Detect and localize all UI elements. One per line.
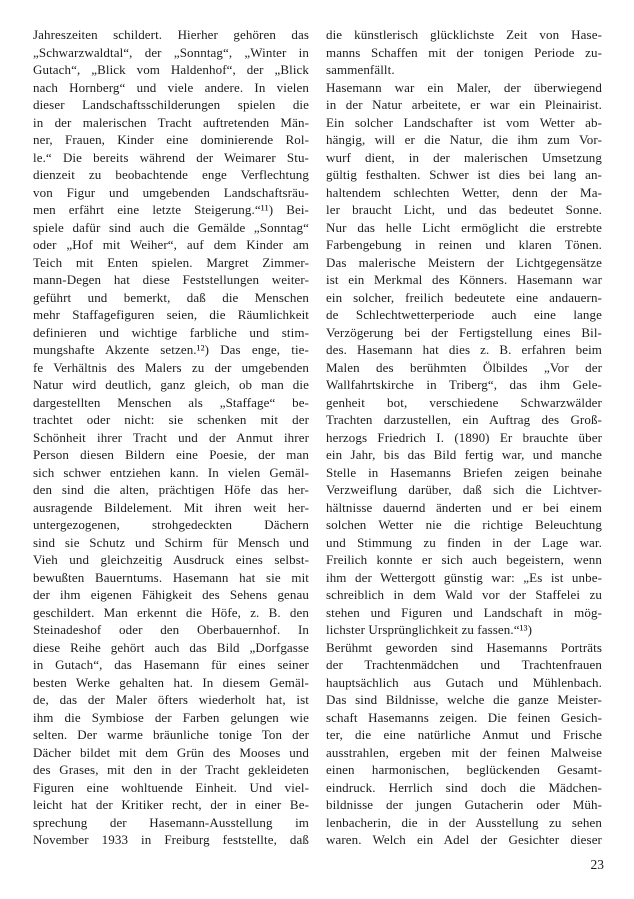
text-line: trachtet oder nicht: sie schenken mit der — [33, 412, 309, 427]
text-line: des. Hasemann hat dies z. B. erfahren beim — [326, 342, 602, 357]
text-line: in der Natur arbeitete, er war ein Pleinairist. — [326, 97, 602, 112]
text-line: Teich mit Enten spielen. Margret Zimmer- — [33, 254, 309, 270]
text-line: von Figur und umgebenden Landschaftsräu- — [33, 184, 309, 200]
text-line: dieser Landschaftsschilderungen spielen die — [33, 97, 309, 112]
text-line: haltendem schlechten Wetter, denn der Ma- — [326, 184, 602, 200]
text-line: Nur das helle Licht ermöglicht die erstrebte — [326, 219, 602, 235]
text-line: geschildert. Man erkennt die Höfe, z. B. den — [33, 604, 309, 620]
text-line: in der malerischen Tracht auftretenden Män- — [33, 114, 309, 130]
text-line: Hasemann war ein Maler, der überwiegend — [326, 79, 602, 95]
text-line: mungshafte Akzente setzen.¹²) Das enge, tie- — [33, 342, 309, 357]
text-line: den sind die alten, prächtigen Höfe das her- — [33, 482, 309, 497]
text-line: schaft Hasemanns zeigen. Die feinen Gesich- — [326, 709, 602, 725]
text-line: nach Hornberg“ und viele andere. In vielen — [33, 79, 309, 95]
text-line: Gutach“, „Blick vom Haldenhof“, der „Blick — [33, 62, 309, 77]
text-column-right — [326, 26, 602, 849]
text-line: lichster Ursprünglichkeit zu fassen.“¹³) — [326, 622, 533, 637]
text-line: fe Verhältnis des Malers zu der umgebenden — [33, 359, 309, 375]
text-line: Jahreszeiten schildert. Hierher gehören das — [33, 27, 309, 42]
text-column-left — [33, 26, 309, 849]
text-line: oder „Hof mit Weiher“, auf dem Kinder am — [33, 237, 309, 252]
text-line: Verzweiflung darüber, daß sich die Lichtver- — [326, 482, 602, 497]
text-line: waren. Welch ein Adel der Gesichter dieser — [326, 832, 602, 847]
text-line: de Schlechtwetterperiode auch eine lange — [326, 307, 602, 322]
text-line: bewußten Bauerntums. Hasemann hat sie mit — [33, 569, 309, 585]
text-line: sind sie Schutz und Schirm für Mensch und — [33, 534, 309, 550]
text-line: ein Jahr, bis das Bild fertig war, und manche — [326, 447, 602, 462]
text-line: sammenfällt. — [326, 62, 395, 77]
text-line: Natur wird deutlich, ganz gleich, ob man die — [33, 377, 309, 392]
text-line: Stelle in Hasemanns Briefen zeigen beinahe — [326, 464, 602, 480]
text-line: solchen Wetter nie die richtige Beleuchtung — [326, 517, 602, 532]
text-line: diese Reihe gehört auch das Bild „Dorfgasse — [33, 639, 309, 655]
text-line: selten. Der warme bräunliche tonige Ton der — [33, 727, 309, 742]
text-line: men erfährt eine letzte Steigerung.“¹¹) Bei- — [33, 202, 309, 217]
text-line: ler braucht Licht, und das bedeutet Sonne. — [326, 202, 602, 217]
text-line: November 1933 in Freiburg feststellte, daß — [33, 832, 309, 847]
text-line: Ein solcher Landschafter ist vom Wetter ab- — [326, 114, 602, 130]
text-line: ter, die eine natürliche Anmut und Frische — [326, 727, 602, 742]
text-line: Vieh und gleichzeitig Ausdruck eines selbst- — [33, 552, 309, 567]
text-line: Figuren eine wohltuende Einheit. Und viel- — [33, 779, 309, 795]
text-line: wurf dient, in der malerischen Umsetzung — [326, 149, 602, 165]
text-line: herzogs Friedrich I. (1890) Er brauchte über — [326, 429, 602, 445]
text-line: spiele dafür sind auch die Gemälde „Sonntag“ — [33, 219, 309, 235]
text-line: Steinadeshof oder den Oberbauernhof. In — [33, 622, 309, 637]
text-line: definieren und wichtige farbliche und stim- — [33, 324, 309, 340]
text-line: Verzögerung bei der Fertigstellung eines Bil- — [326, 324, 602, 340]
text-line: Schönheit ihrer Tracht und der Anmut ihrer — [33, 429, 309, 445]
text-line: hältnisse dauernd änderten und er bei einem — [326, 499, 602, 515]
text-line: Trachten darzustellen, ein Auftrag des Groß- — [326, 412, 602, 427]
text-line: geführt und bemerkt, daß die Menschen — [33, 289, 309, 305]
text-line: der ihm eigenen Fähigkeit des Sehens genau — [33, 587, 309, 602]
text-line: genheit bot, verschiedene Schwarzwälder — [326, 394, 602, 410]
text-block — [33, 26, 602, 849]
text-line: Das sind Bildnisse, welche die ganze Meister- — [326, 692, 602, 707]
text-line: Farbengebung in reinen und klaren Tönen. — [326, 237, 602, 252]
text-line: Berühmt geworden sind Hasemanns Porträts — [326, 639, 602, 655]
text-line: de, das der Maler öfters wiederholt hat, ist — [33, 692, 309, 707]
text-line: hängig, will er die Natur, die ihm zum Vor- — [326, 132, 602, 147]
text-line: ihm der Wettergott günstig war: „Es ist unbe- — [326, 569, 602, 585]
text-line: einen harmonischen, beglückenden Gesamt- — [326, 762, 602, 777]
text-line: des Grases, mit den in der Tracht gekleideten — [33, 762, 309, 777]
text-line: leicht hat der Kritiker recht, der in einer Be- — [33, 797, 309, 812]
page-number: 23 — [590, 857, 604, 872]
text-line: mann-Degen hat diese Feststellungen weiter- — [33, 272, 309, 287]
text-line: ein solcher, freilich bedeutete eine andauern- — [326, 289, 602, 305]
text-line: ihm die Symbiose der Farben gelungen wie — [33, 709, 309, 725]
text-line: sich schwer entziehen kann. In vielen Gemäl- — [33, 464, 309, 480]
text-line: sprechung der Hasemann-Ausstellung im — [33, 814, 309, 830]
text-line: in Gutach“, das Hasemann für eines seiner — [33, 657, 309, 672]
text-line: ner, Frauen, Kinder eine dominierende Rol- — [33, 132, 309, 147]
text-line: Freilich konnte er sich auch begeistern, wenn — [326, 552, 602, 567]
text-line: lenbacherin, die in der Ausstellung zu sehen — [326, 814, 602, 830]
text-line: ausragende Bildelement. Mit ihren weit her- — [33, 499, 309, 515]
text-line: bildnisse der jungen Gutacherin oder Müh- — [326, 797, 602, 812]
text-line: hauptsächlich aus Gutach und Mühlenbach. — [326, 674, 602, 690]
text-line: der Trachtenmädchen und Trachtenfrauen — [326, 657, 602, 672]
text-line: Malen des berühmten Ölbildes „Vor der — [326, 359, 602, 375]
text-line: untergezogenen, strohgedeckten Dächern — [33, 517, 309, 532]
text-line: besten Werke gehalten hat. In diesem Gemäl- — [33, 674, 309, 690]
text-line: eindruck. Herrlich sind doch die Mädchen- — [326, 779, 602, 795]
text-line: manns Schaffen mit der tonigen Periode zu- — [326, 44, 602, 60]
text-line: Person diesen Bildern eine Poesie, der man — [33, 447, 309, 462]
text-line: Das malerische Meistern der Lichtgegensätze — [326, 254, 602, 270]
text-line: dargestellten Menschen als „Staffage“ be- — [33, 394, 309, 410]
text-line: le.“ Die bereits während der Weimarer Stu- — [33, 149, 309, 165]
text-line: ist ein Merkmal des Könners. Hasemann war — [326, 272, 602, 287]
text-line: die künstlerisch glücklichste Zeit von Hase- — [326, 27, 602, 42]
text-line: dienzeit zu beobachtende enge Verflechtung — [33, 167, 309, 182]
text-line: stehen und Figuren und Landschaft in mög- — [326, 604, 602, 620]
text-line: mehr Staffagefiguren seien, die Räumlichkeit — [33, 307, 309, 322]
text-line: Dächer bildet mit dem Grün des Mooses und — [33, 744, 309, 760]
text-line: gültig festhalten. Schwer ist dies bei lang an- — [326, 167, 602, 182]
text-line: schreiblich in dem Wald vor der Staffelei zu — [326, 587, 602, 602]
text-line: Wallfahrtskirche in Triberg“, das ihm Gele- — [326, 377, 602, 392]
text-line: und Stimmung zu finden in der Lage war. — [326, 534, 602, 550]
text-line: ausstrahlen, ergeben mit der feinen Malweise — [326, 744, 602, 760]
text-line: „Schwarzwaldtal“, der „Sonntag“, „Winter in — [33, 44, 309, 60]
